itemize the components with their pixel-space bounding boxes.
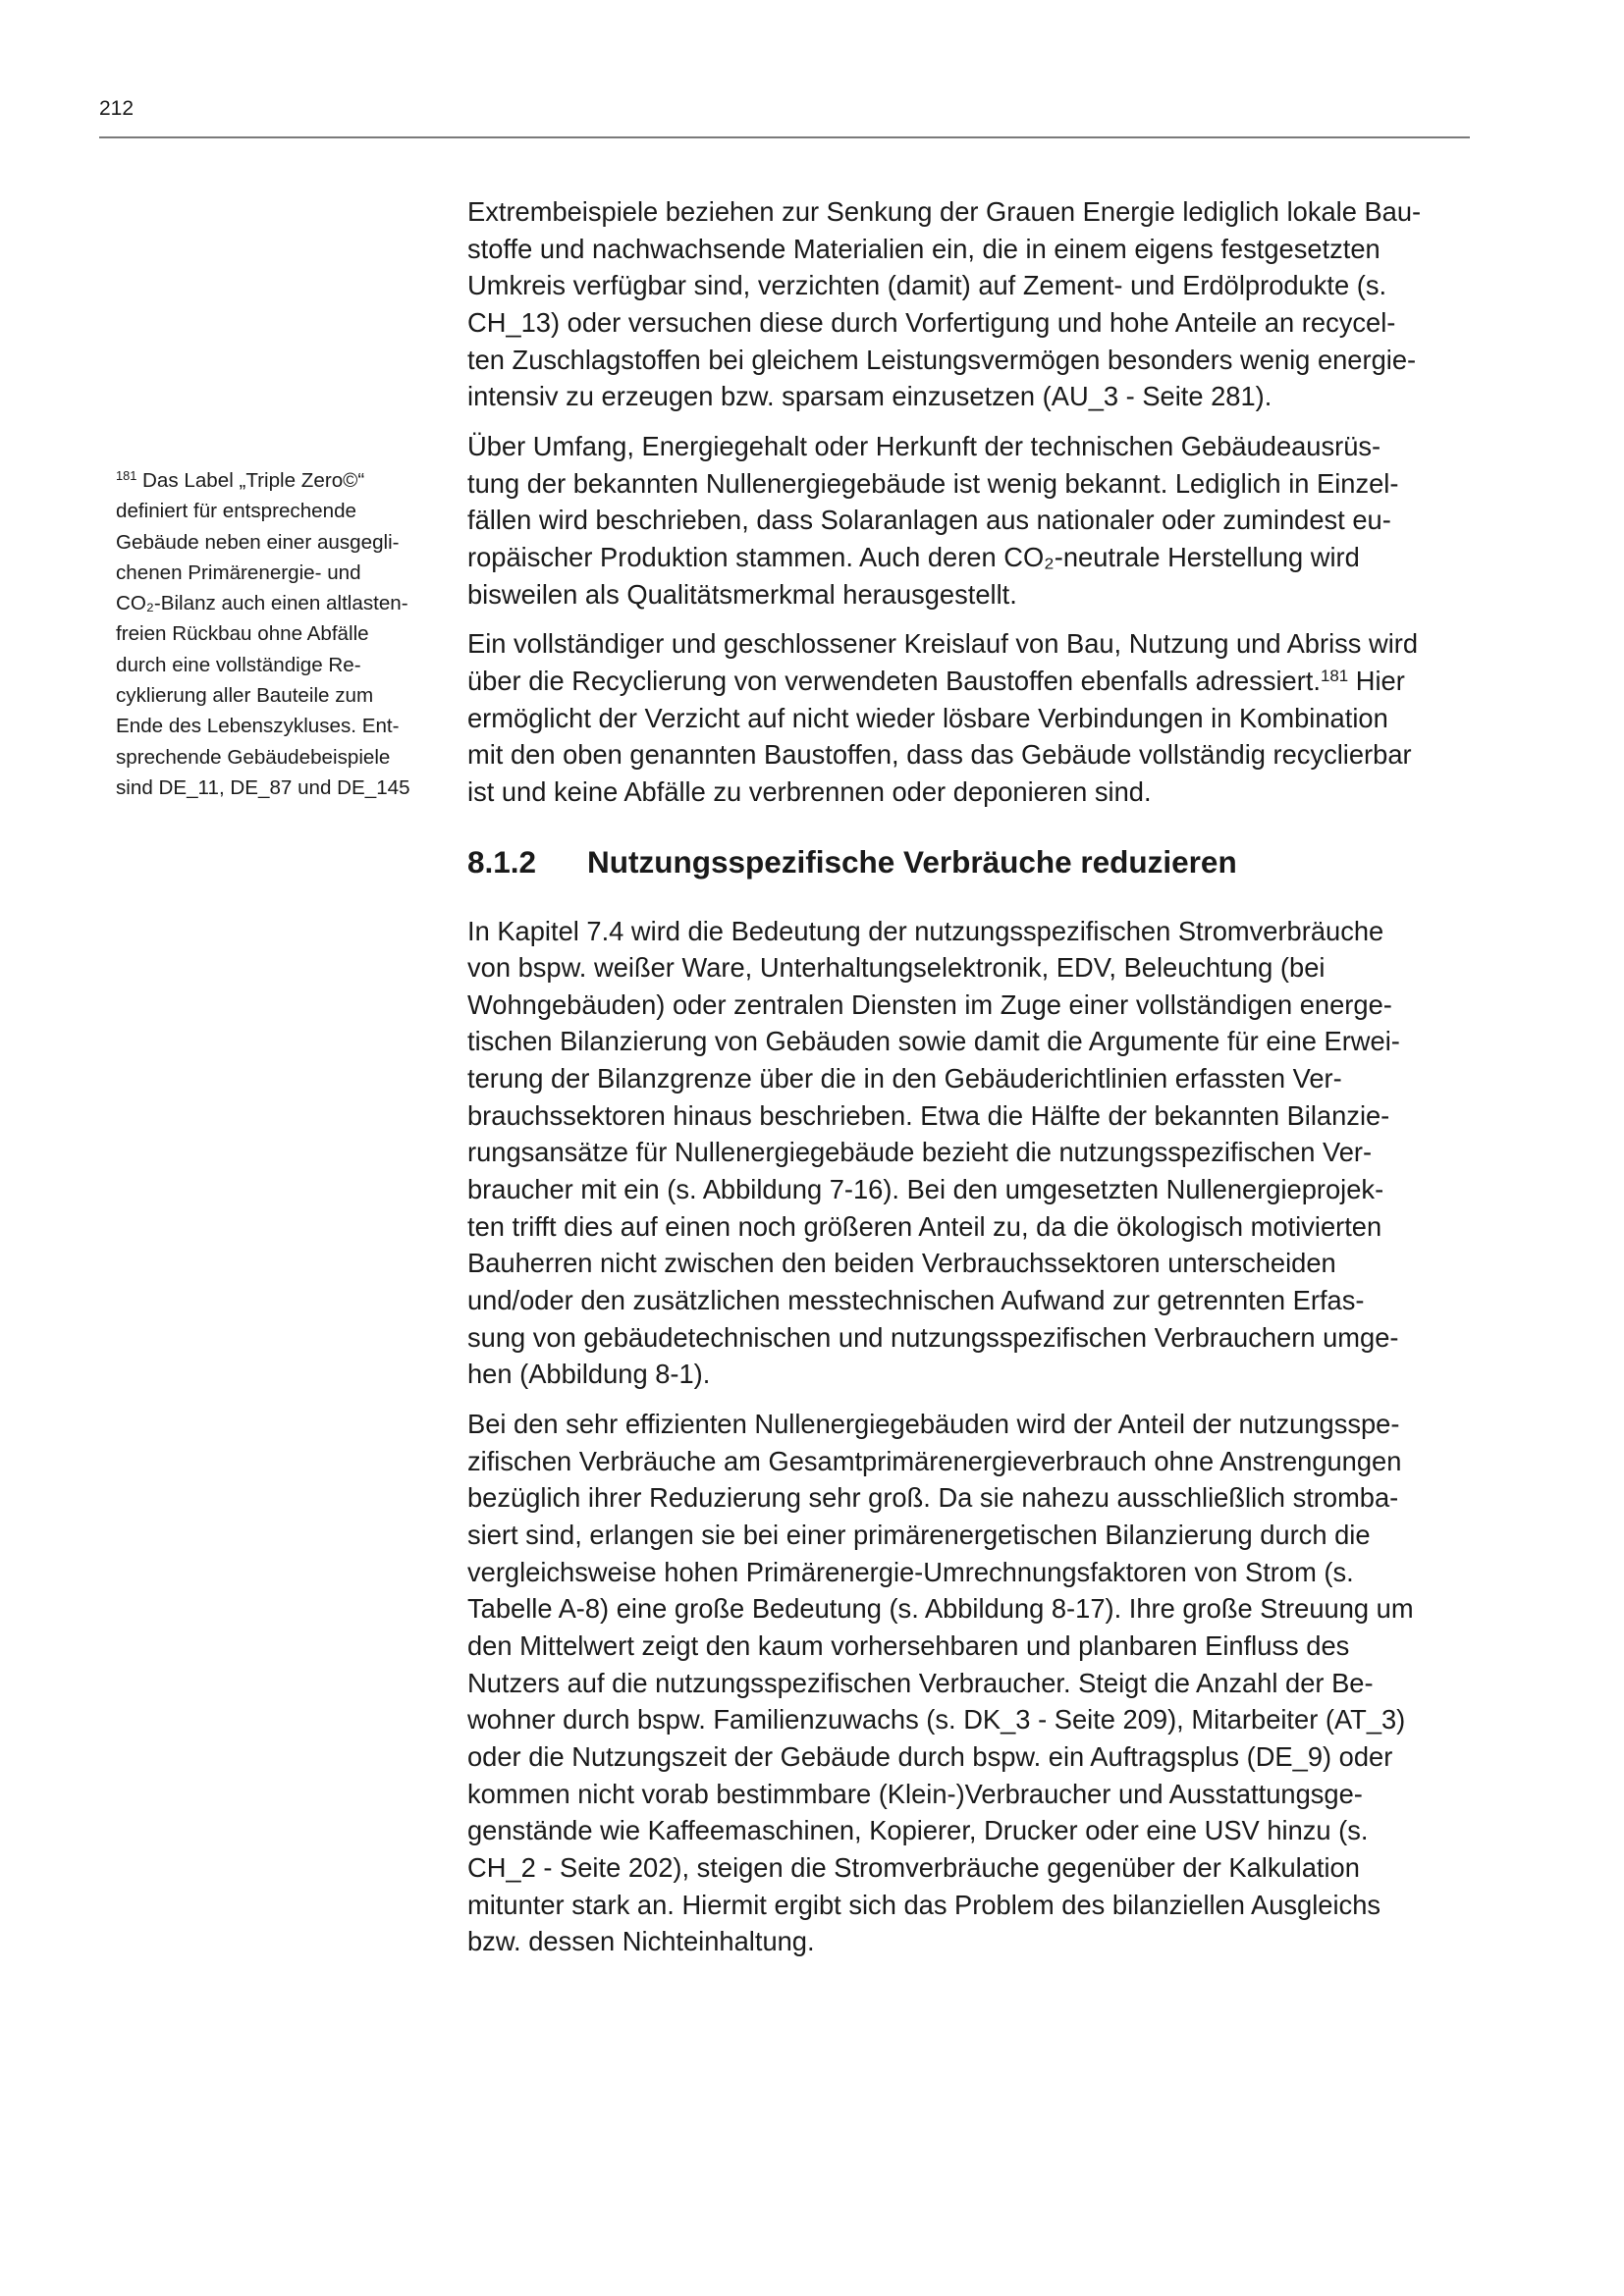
footnote-line: chenen Primärenergie- und [116, 561, 361, 584]
text-line: tischen Bilanzierung von Gebäuden sowie damit die Argumente für eine Erwei- [467, 1026, 1400, 1057]
footnote-line: definiert für entsprechende [116, 500, 356, 523]
text-line: genstände wie Kaffeemaschinen, Kopierer, Drucker oder eine USV hinzu (s. [467, 1815, 1369, 1846]
text-line: sung von gebäudetechnischen und nutzungsspezifischen Verbrauchern umge- [467, 1321, 1399, 1353]
text-line: Extrembeispiele beziehen zur Senkung der Grauen Energie lediglich lokale Bau- [467, 196, 1422, 227]
text-line: oder die Nutzungszeit der Gebäude durch bspw. ein Auftragsplus (DE_9) oder [467, 1740, 1393, 1772]
paragraph-recycling [467, 625, 1449, 810]
text-line: Ein vollständiger und geschlossener Kreislauf von Bau, Nutzung und Abriss wird [467, 628, 1419, 660]
text-line: Umkreis verfügbar sind, verzichten (damit) auf Zement- und Erdölprodukte (s. [467, 270, 1387, 301]
text-line: Tabelle A-8) eine große Bedeutung (s. Abbildung 8-17). Ihre große Streuung um [467, 1593, 1414, 1625]
main-text [467, 193, 1449, 1973]
footnote-line: durch eine vollständige Re- [116, 653, 361, 676]
footnote-line: sind DE_11, DE_87 und DE_145 [116, 775, 410, 799]
text-line: bisweilen als Qualitätsmerkmal herausgestellt. [467, 578, 1017, 610]
footnote-line: CO₂-Bilanz auch einen altlasten- [116, 592, 408, 615]
text-line: tung der bekannten Nullenergiegebäude ist wenig bekannt. Lediglich in Einzel- [467, 467, 1399, 499]
text-line: ten Zuschlagstoffen bei gleichem Leistungsvermögen besonders wenig energie- [467, 344, 1417, 375]
footnote-181 [116, 465, 440, 803]
text-line: bzw. dessen Nichteinhaltung. [467, 1926, 815, 1957]
page-number: 212 [99, 97, 135, 120]
text-line: Bauherren nicht zwischen den beiden Verbrauchssektoren unterscheiden [467, 1248, 1336, 1279]
footnote-marker: 181 [116, 467, 137, 483]
text-line: kommen nicht vorab bestimmbare (Klein-)Verbraucher und Ausstattungsge- [467, 1778, 1363, 1809]
text-line: ropäischer Produktion stammen. Auch deren CO₂-neutrale Herstellung wird [467, 541, 1360, 572]
text-line: ten trifft dies auf einen noch größeren Anteil zu, da die ökologisch motivierten [467, 1210, 1382, 1242]
text-line: hen (Abbildung 8-1). [467, 1359, 711, 1390]
section-heading [467, 842, 1449, 881]
text-line: CH_2 - Seite 202), steigen die Stromverbräuche gegenüber der Kalkulation [467, 1851, 1360, 1883]
text-line: ermöglicht der Verzicht auf nicht wieder lösbare Verbindungen in Kombination [467, 702, 1388, 733]
text-line: den Mittelwert zeigt den kaum vorhersehbaren und planbaren Einfluss des [467, 1629, 1350, 1661]
section-number: 8.1.2 [467, 843, 537, 880]
footnote-line: $^{181}$ Das Label „Triple Zero©“ [116, 467, 365, 492]
text-line: braucher mit ein (s. Abbildung 7-16). Bei den umgesetzten Nullenergieprojek- [467, 1174, 1384, 1205]
text-line: zifischen Verbräuche am Gesamtprimärenergieverbrauch ohne Anstrengungen [467, 1445, 1402, 1476]
paragraph-efficiency [467, 1406, 1449, 1960]
text-line: von bspw. weißer Ware, Unterhaltungselektronik, EDV, Beleuchtung (bei [467, 952, 1326, 984]
footnote-reference[interactable]: 181 [1320, 666, 1349, 685]
text-line: über die Recyclierung von verwendeten Baustoffen ebenfalls adressiert.$^{181}$ Hier [467, 665, 1405, 696]
text-line: Nutzers auf die nutzungsspezifischen Verbraucher. Steigt die Anzahl der Be- [467, 1667, 1374, 1698]
text-line: mit den oben genannten Baustoffen, dass das Gebäude vollständig recyclierbar [467, 739, 1412, 771]
text-line: CH_13) oder versuchen diese durch Vorfertigung und hohe Anteile an recycel- [467, 306, 1396, 338]
text-line: Wohngebäuden) oder zentralen Diensten im Zuge einer vollständigen energe- [467, 988, 1392, 1020]
footnote-line: freien Rückbau ohne Abfälle [116, 622, 369, 646]
text-line: terung der Bilanzgrenze über die in den Gebäuderichtlinien erfassten Ver- [467, 1063, 1342, 1095]
text-line: ist und keine Abfälle zu verbrennen oder deponieren sind. [467, 775, 1152, 807]
text-line: siert sind, erlangen sie bei einer primärenergetischen Bilanzierung durch die [467, 1520, 1371, 1550]
text-line: bezüglich ihrer Reduzierung sehr groß. Da sie nahezu ausschließlich stromba- [467, 1482, 1399, 1514]
text-line: In Kapitel 7.4 wird die Bedeutung der nutzungsspezifischen Stromverbräuche [467, 915, 1384, 946]
section-title: Nutzungsspezifische Verbräuche reduzieren [587, 843, 1237, 880]
text-line: intensiv zu erzeugen bzw. sparsam einzusetzen (AU_3 - Seite 281). [467, 381, 1272, 412]
header-rule [99, 136, 1470, 138]
footnote-line: Gebäude neben einer ausgegli- [116, 530, 400, 554]
paragraph-consumption [467, 913, 1449, 1394]
footnote-line: Ende des Lebenszykluses. Ent- [116, 715, 400, 738]
text-line: brauchssektoren hinaus beschrieben. Etwa die Hälfte der bekannten Bilanzie- [467, 1099, 1390, 1131]
footnote-line: sprechende Gebäudebeispiele [116, 745, 391, 769]
text-line: mitunter stark an. Hiermit ergibt sich das Problem des bilanziellen Ausgleichs [467, 1889, 1381, 1920]
text-line: Bei den sehr effizienten Nullenergiegebäuden wird der Anteil der nutzungsspe- [467, 1409, 1400, 1440]
text-line: und/oder den zusätzlichen messtechnischen Aufwand zur getrennten Erfas- [467, 1285, 1365, 1316]
text-line: fällen wird beschrieben, dass Solaranlagen aus nationaler oder zumindest eu- [467, 505, 1391, 536]
paragraph-grey-energy [467, 193, 1449, 415]
text-line: wohner durch bspw. Familienzuwachs (s. DK_3 - Seite 209), Mitarbeiter (AT_3) [467, 1704, 1406, 1735]
text-line: Über Umfang, Energiegehalt oder Herkunft der technischen Gebäudeausrüs- [467, 430, 1381, 461]
paragraph-building-services [467, 428, 1449, 613]
text-line: rungsansätze für Nullenergiegebäude bezieht die nutzungsspezifischen Ver- [467, 1137, 1373, 1168]
text-line: stoffe und nachwachsende Materialien ein, die in einem eigens festgesetzten [467, 233, 1380, 264]
text-line: vergleichsweise hohen Primärenergie-Umrechnungsfaktoren von Strom (s. [467, 1556, 1354, 1587]
footnote-line: cyklierung aller Bauteile zum [116, 684, 374, 708]
